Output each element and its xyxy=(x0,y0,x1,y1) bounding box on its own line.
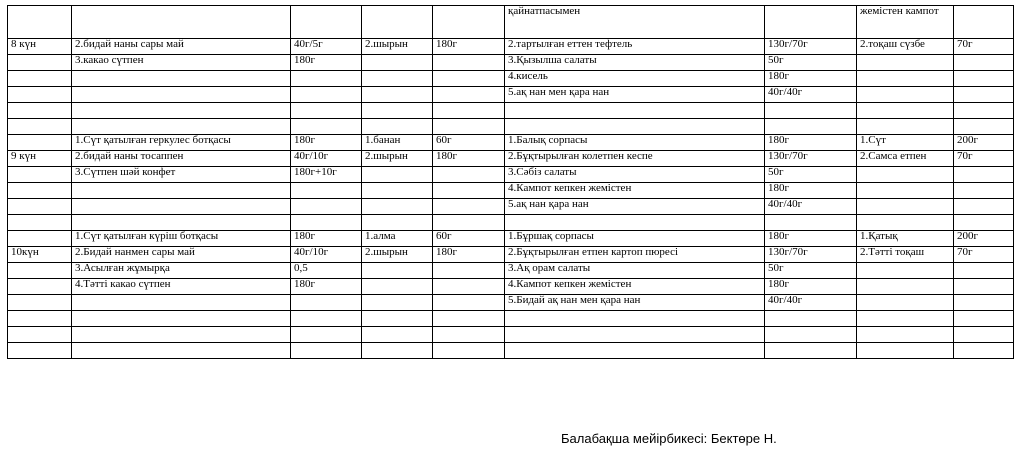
snack-item-cell xyxy=(362,6,433,39)
snack-item-cell: 1.банан xyxy=(362,135,433,151)
table-row xyxy=(8,167,1014,183)
day-cell xyxy=(8,295,72,311)
snack-item-cell: 2.шырын xyxy=(362,247,433,263)
lunch-portion-cell: 180г xyxy=(765,71,857,87)
day-cell xyxy=(8,6,72,39)
lunch-dish-cell: 2.Бұқтырылған колетпен кеспе xyxy=(505,151,765,167)
lunch-dish-cell: 5.Бидай ақ нан мен қара нан xyxy=(505,295,765,311)
lunch-portion-cell xyxy=(765,119,857,135)
snack-portion-cell xyxy=(433,167,505,183)
breakfast-dish-cell xyxy=(72,311,291,327)
lunch-dish-cell: 5.ақ нан қара нан xyxy=(505,199,765,215)
afternoon-dish-cell: 1.Сүт xyxy=(857,135,954,151)
lunch-portion-cell xyxy=(765,343,857,359)
afternoon-portion-cell xyxy=(954,263,1014,279)
lunch-dish-cell: қайнатпасымен xyxy=(505,6,765,39)
lunch-portion-cell: 180г xyxy=(765,279,857,295)
lunch-portion-cell xyxy=(765,6,857,39)
afternoon-portion-cell xyxy=(954,279,1014,295)
lunch-dish-cell xyxy=(505,327,765,343)
snack-portion-cell xyxy=(433,215,505,231)
table-row xyxy=(8,71,1014,87)
afternoon-portion-cell xyxy=(954,71,1014,87)
afternoon-portion-cell xyxy=(954,55,1014,71)
afternoon-portion-cell: 70г xyxy=(954,247,1014,263)
menu-table xyxy=(7,5,1014,359)
snack-item-cell xyxy=(362,119,433,135)
afternoon-dish-cell xyxy=(857,167,954,183)
snack-item-cell xyxy=(362,327,433,343)
table-row xyxy=(8,183,1014,199)
lunch-portion-cell xyxy=(765,327,857,343)
lunch-dish-cell: 3.Ақ орам салаты xyxy=(505,263,765,279)
lunch-portion-cell: 50г xyxy=(765,167,857,183)
afternoon-dish-cell xyxy=(857,71,954,87)
table-row xyxy=(8,343,1014,359)
afternoon-portion-cell xyxy=(954,295,1014,311)
table-row xyxy=(8,119,1014,135)
breakfast-dish-cell xyxy=(72,103,291,119)
afternoon-portion-cell xyxy=(954,183,1014,199)
snack-portion-cell xyxy=(433,343,505,359)
table-row xyxy=(8,263,1014,279)
day-cell xyxy=(8,263,72,279)
lunch-dish-cell: 1.Бұршақ сорпасы xyxy=(505,231,765,247)
breakfast-portion-cell xyxy=(291,6,362,39)
afternoon-portion-cell xyxy=(954,6,1014,39)
breakfast-portion-cell xyxy=(291,71,362,87)
breakfast-portion-cell xyxy=(291,343,362,359)
lunch-dish-cell xyxy=(505,343,765,359)
day-cell: 10күн xyxy=(8,247,72,263)
table-row xyxy=(8,6,1014,39)
breakfast-dish-cell: 2.Бидай нанмен сары май xyxy=(72,247,291,263)
breakfast-dish-cell xyxy=(72,183,291,199)
breakfast-portion-cell: 0,5 xyxy=(291,263,362,279)
afternoon-dish-cell xyxy=(857,55,954,71)
breakfast-portion-cell: 40г/5г xyxy=(291,39,362,55)
snack-item-cell xyxy=(362,199,433,215)
day-cell xyxy=(8,119,72,135)
snack-item-cell xyxy=(362,295,433,311)
afternoon-portion-cell xyxy=(954,311,1014,327)
afternoon-dish-cell xyxy=(857,183,954,199)
table-row xyxy=(8,279,1014,295)
afternoon-portion-cell: 200г xyxy=(954,231,1014,247)
day-cell xyxy=(8,183,72,199)
afternoon-dish-cell: 2.Самса етпен xyxy=(857,151,954,167)
afternoon-dish-cell xyxy=(857,199,954,215)
snack-item-cell xyxy=(362,103,433,119)
breakfast-dish-cell xyxy=(72,6,291,39)
breakfast-portion-cell xyxy=(291,327,362,343)
nurse-signature-line: Балабақша мейірбикесі: Бектөре Н. xyxy=(561,431,777,446)
breakfast-portion-cell: 180г xyxy=(291,55,362,71)
breakfast-portion-cell: 180г xyxy=(291,279,362,295)
breakfast-dish-cell xyxy=(72,343,291,359)
snack-portion-cell xyxy=(433,87,505,103)
breakfast-dish-cell xyxy=(72,327,291,343)
breakfast-dish-cell xyxy=(72,295,291,311)
table-row xyxy=(8,39,1014,55)
table-row xyxy=(8,311,1014,327)
snack-portion-cell xyxy=(433,103,505,119)
afternoon-portion-cell: 70г xyxy=(954,151,1014,167)
lunch-dish-cell: 2.Бұқтырылған етпен картоп пюресі xyxy=(505,247,765,263)
afternoon-dish-cell xyxy=(857,327,954,343)
breakfast-portion-cell xyxy=(291,215,362,231)
menu-table-body xyxy=(8,6,1014,359)
day-cell: 8 күн xyxy=(8,39,72,55)
breakfast-dish-cell: 3.Асылған жұмырқа xyxy=(72,263,291,279)
breakfast-dish-cell: 3.Сүтпен шәй конфет xyxy=(72,167,291,183)
day-cell xyxy=(8,135,72,151)
snack-portion-cell xyxy=(433,311,505,327)
snack-portion-cell: 60г xyxy=(433,135,505,151)
breakfast-portion-cell: 180г+10г xyxy=(291,167,362,183)
lunch-dish-cell: 4.кисель xyxy=(505,71,765,87)
snack-item-cell: 2.шырын xyxy=(362,151,433,167)
snack-portion-cell: 60г xyxy=(433,231,505,247)
breakfast-dish-cell xyxy=(72,119,291,135)
day-cell xyxy=(8,215,72,231)
lunch-portion-cell: 180г xyxy=(765,183,857,199)
lunch-dish-cell: 5.ақ нан мен қара нан xyxy=(505,87,765,103)
lunch-portion-cell: 130г/70г xyxy=(765,151,857,167)
breakfast-portion-cell xyxy=(291,119,362,135)
table-row xyxy=(8,215,1014,231)
snack-portion-cell xyxy=(433,71,505,87)
snack-item-cell xyxy=(362,55,433,71)
table-row xyxy=(8,151,1014,167)
day-cell xyxy=(8,103,72,119)
afternoon-portion-cell xyxy=(954,167,1014,183)
snack-item-cell xyxy=(362,215,433,231)
day-cell xyxy=(8,199,72,215)
lunch-portion-cell: 130г/70г xyxy=(765,39,857,55)
lunch-portion-cell: 40г/40г xyxy=(765,295,857,311)
snack-portion-cell xyxy=(433,263,505,279)
lunch-dish-cell: 3.Қызылша салаты xyxy=(505,55,765,71)
table-row xyxy=(8,55,1014,71)
lunch-portion-cell xyxy=(765,103,857,119)
lunch-dish-cell: 4.Кампот кепкен жемістен xyxy=(505,183,765,199)
afternoon-dish-cell xyxy=(857,119,954,135)
afternoon-portion-cell xyxy=(954,119,1014,135)
afternoon-portion-cell xyxy=(954,327,1014,343)
lunch-dish-cell xyxy=(505,119,765,135)
day-cell xyxy=(8,311,72,327)
breakfast-portion-cell: 40г/10г xyxy=(291,247,362,263)
afternoon-portion-cell: 70г xyxy=(954,39,1014,55)
lunch-dish-cell: 2.тартылған еттен тефтель xyxy=(505,39,765,55)
breakfast-portion-cell xyxy=(291,87,362,103)
lunch-dish-cell: 3.Сәбіз салаты xyxy=(505,167,765,183)
breakfast-dish-cell: 2.бидай наны сары май xyxy=(72,39,291,55)
day-cell xyxy=(8,167,72,183)
afternoon-dish-cell: 2.Тәтті тоқаш xyxy=(857,247,954,263)
snack-portion-cell xyxy=(433,183,505,199)
snack-item-cell: 2.шырын xyxy=(362,39,433,55)
afternoon-dish-cell xyxy=(857,311,954,327)
day-cell xyxy=(8,55,72,71)
afternoon-dish-cell: жемістен кампот xyxy=(857,6,954,39)
afternoon-portion-cell xyxy=(954,343,1014,359)
snack-portion-cell: 180г xyxy=(433,39,505,55)
afternoon-portion-cell xyxy=(954,103,1014,119)
snack-item-cell xyxy=(362,183,433,199)
lunch-dish-cell xyxy=(505,311,765,327)
breakfast-portion-cell xyxy=(291,103,362,119)
breakfast-dish-cell: 1.Сүт қатылған күріш ботқасы xyxy=(72,231,291,247)
table-row xyxy=(8,327,1014,343)
day-cell xyxy=(8,87,72,103)
afternoon-dish-cell xyxy=(857,87,954,103)
afternoon-dish-cell xyxy=(857,295,954,311)
day-cell xyxy=(8,343,72,359)
day-cell xyxy=(8,327,72,343)
table-row xyxy=(8,295,1014,311)
afternoon-dish-cell: 1.Қатық xyxy=(857,231,954,247)
day-cell xyxy=(8,71,72,87)
afternoon-portion-cell xyxy=(954,215,1014,231)
snack-item-cell xyxy=(362,263,433,279)
breakfast-portion-cell xyxy=(291,183,362,199)
table-row xyxy=(8,247,1014,263)
lunch-portion-cell xyxy=(765,215,857,231)
snack-portion-cell: 180г xyxy=(433,247,505,263)
day-cell xyxy=(8,231,72,247)
snack-portion-cell xyxy=(433,199,505,215)
afternoon-portion-cell xyxy=(954,87,1014,103)
snack-item-cell xyxy=(362,279,433,295)
breakfast-portion-cell xyxy=(291,199,362,215)
breakfast-dish-cell: 4.Тәтті какао сүтпен xyxy=(72,279,291,295)
breakfast-dish-cell xyxy=(72,215,291,231)
afternoon-dish-cell xyxy=(857,215,954,231)
afternoon-dish-cell: 2.тоқаш сүзбе xyxy=(857,39,954,55)
snack-portion-cell: 180г xyxy=(433,151,505,167)
snack-portion-cell xyxy=(433,119,505,135)
snack-portion-cell xyxy=(433,55,505,71)
snack-item-cell xyxy=(362,167,433,183)
table-row xyxy=(8,231,1014,247)
lunch-portion-cell: 180г xyxy=(765,135,857,151)
afternoon-portion-cell: 200г xyxy=(954,135,1014,151)
lunch-portion-cell: 50г xyxy=(765,263,857,279)
lunch-portion-cell: 40г/40г xyxy=(765,199,857,215)
snack-item-cell: 1.алма xyxy=(362,231,433,247)
breakfast-portion-cell: 180г xyxy=(291,231,362,247)
breakfast-portion-cell xyxy=(291,295,362,311)
table-row xyxy=(8,135,1014,151)
breakfast-portion-cell xyxy=(291,311,362,327)
lunch-portion-cell xyxy=(765,311,857,327)
lunch-portion-cell: 130г/70г xyxy=(765,247,857,263)
snack-item-cell xyxy=(362,87,433,103)
snack-item-cell xyxy=(362,343,433,359)
afternoon-dish-cell xyxy=(857,103,954,119)
lunch-portion-cell: 180г xyxy=(765,231,857,247)
day-cell xyxy=(8,279,72,295)
lunch-portion-cell: 40г/40г xyxy=(765,87,857,103)
table-row xyxy=(8,199,1014,215)
lunch-dish-cell xyxy=(505,103,765,119)
afternoon-portion-cell xyxy=(954,199,1014,215)
breakfast-portion-cell: 40г/10г xyxy=(291,151,362,167)
lunch-dish-cell: 4.Кампот кепкен жемістен xyxy=(505,279,765,295)
lunch-dish-cell xyxy=(505,215,765,231)
afternoon-dish-cell xyxy=(857,343,954,359)
breakfast-dish-cell xyxy=(72,199,291,215)
lunch-portion-cell: 50г xyxy=(765,55,857,71)
table-row xyxy=(8,87,1014,103)
table-row xyxy=(8,103,1014,119)
breakfast-dish-cell: 1.Сүт қатылған геркулес ботқасы xyxy=(72,135,291,151)
breakfast-dish-cell: 3.какао сүтпен xyxy=(72,55,291,71)
breakfast-dish-cell xyxy=(72,87,291,103)
snack-item-cell xyxy=(362,311,433,327)
day-cell: 9 күн xyxy=(8,151,72,167)
snack-portion-cell xyxy=(433,295,505,311)
afternoon-dish-cell xyxy=(857,263,954,279)
snack-portion-cell xyxy=(433,279,505,295)
snack-portion-cell xyxy=(433,6,505,39)
breakfast-dish-cell: 2.бидай наны тосаппен xyxy=(72,151,291,167)
afternoon-dish-cell xyxy=(857,279,954,295)
snack-item-cell xyxy=(362,71,433,87)
lunch-dish-cell: 1.Балық сорпасы xyxy=(505,135,765,151)
snack-portion-cell xyxy=(433,327,505,343)
breakfast-portion-cell: 180г xyxy=(291,135,362,151)
breakfast-dish-cell xyxy=(72,71,291,87)
